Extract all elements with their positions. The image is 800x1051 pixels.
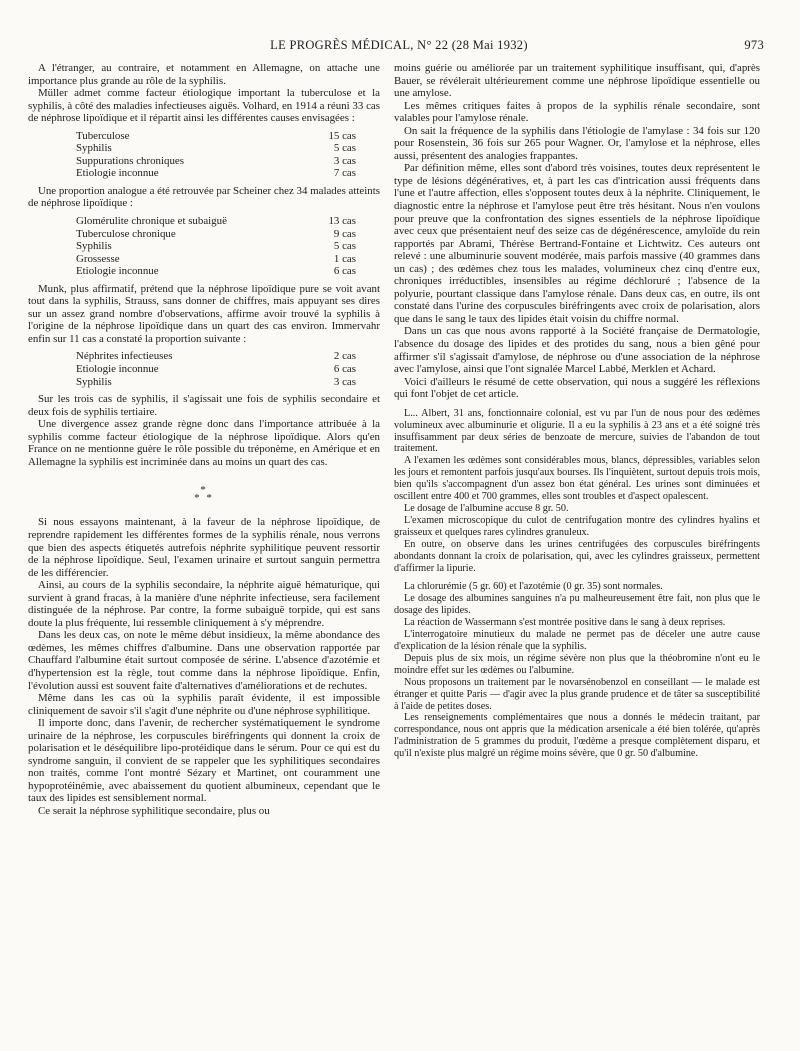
paragraph: Il importe donc, dans l'avenir, de rechercher systématiquement le syndrome urinaire de la néphrose, les corpuscules biréfringents qui donnent la croix de polarisation et le déséquilibre lipo-protéidique dans le sérum. Pour ce qui est du syndrome sanguin, il convient de se rappeler que les syphilitiques secondaires non traités, comme l'ont montré Sézary et Martinet, ont couramment une hypoprotéinémie, avec abaissement du quotient albumineux, cependant que le taux des lipides est sensiblement normal. xyxy=(28,717,380,805)
observation-paragraph: Les renseignements complémentaires que nous a donnés le médecin traitant, par correspondance, nous ont appris que la médication arsenicale a été bien tolérée, qu'après l'administration de 5 grammes du produit, l'œdème a presque complètement disparu, et qu'il n'existe plus malgré un régime moins sévère, que 0 gr. 50 d'albumine. xyxy=(394,712,760,760)
paragraph: Une divergence assez grande règne donc dans l'importance attribuée à la syphilis comme facteur étiologique de la néphrose lipoïdique. Alors qu'en France on ne mentionne guère le rôle possible du tréponème, en Amérique et en Allemagne la syphilis est incriminée dans au moins un quart des cas. xyxy=(28,418,380,468)
paragraph: Par définition même, elles sont d'abord très voisines, toutes deux représentent le type de lésions dégénératives, et, à part les cas d'intrication aussi fréquents dans l'une et l'autre affection, elles s'opposent toutes deux à la néphrite. Cliniquement, le diagnostic entre la néphrose et l'amylose peut être très hésitant. Nous n'en voulons pour preuve que la confrontation des signes essentiels de la néphrose lipoïdique avec ceux que présentaient neuf des seize cas de dégénérescence, amyloïde du rein rapportés par Abrami, Thérèse Bertrand-Fontaine et Lichtwitz. Ces auteurs ont relevé : une albuminurie souvent modérée, mais parfois massive (40 grammes dans un cas) ; des œdèmes chez tous les malades, volumineux chez cinq d'entre eux, chroniques irréductibles, insensibles au régime déchloruré ; l'absence de la polyurie, pourtant classique dans l'amylose rénale. Dans deux cas, en outre, ils ont constaté dans l'urine des corpuscules biréfringents avec croix de polarisation, alors que dans le sang le taux des lipides était voisin du chiffre normal. xyxy=(394,162,760,325)
table-value: 3 cas xyxy=(333,375,356,388)
table-row xyxy=(76,155,356,168)
paragraph: Même dans les cas où la syphilis paraît évidente, il est impossible cliniquement de savoir s'il s'agit d'une néphrite ou d'une néphrose syphilitique. xyxy=(28,692,380,717)
right-column xyxy=(394,62,760,760)
paragraph: Ce serait la néphrose syphilitique secondaire, plus ou xyxy=(38,804,270,817)
table-value: 9 cas xyxy=(333,227,356,240)
table-label: Grossesse xyxy=(76,252,120,265)
table-label: Syphilis xyxy=(76,240,112,253)
table-row xyxy=(76,167,356,180)
table-value: 3 cas xyxy=(333,154,356,167)
observation-paragraph: L... Albert, 31 ans, fonctionnaire colonial, est vu par l'un de nous pour des œdèmes volumineux avec albuminurie et oligurie. Il a eu la syphilis à 23 ans et a été soigné très insuffisamment par deux séries de benzoate de mercure, suivies de l'abandon de tout traitement. xyxy=(394,407,760,455)
table-value: 5 cas xyxy=(333,240,356,253)
table-label: Etiologie inconnue xyxy=(76,265,159,278)
observation-paragraph: La réaction de Wassermann s'est montrée positive dans le sang à deux reprises. xyxy=(404,617,726,629)
section-separator: * * * xyxy=(194,484,214,505)
paragraph: Les mêmes critiques faites à propos de la syphilis rénale secondaire, sont valables pour l'amylose rénale. xyxy=(394,99,760,125)
observation-paragraph: L'examen microscopique du culot de centrifugation montre des cylindres hyalins et graisseux et quelques rares cylindres granuleux. xyxy=(394,514,760,538)
table-label: Syphilis xyxy=(76,375,112,388)
cause-table-scheiner xyxy=(76,215,356,278)
paragraph: Une proportion analogue a été retrouvée par Scheiner chez 34 malades atteints de néphrose lipoïdique : xyxy=(28,184,381,210)
observation-paragraph: A l'examen les œdèmes sont considérables mous, blancs, dépressibles, variables selon les jours et remontent parfois jusqu'aux bourses. Ils l'inquiètent, surtout depuis trois mois, bien qu'ils s'accompagnent d'un assez bon état général. Les urines sont diminuées et oscillent entre 400 et 700 grammes, elles sont troubles et d'aspect opalescent. xyxy=(394,455,760,503)
paragraph: On sait la fréquence de la syphilis dans l'étiologie de l'amylase : 34 fois sur 120 pour Rosenstein, 36 fois sur 265 pour Wagner. Or, l'amylose et la néphrose, elles aussi, présentent des analogies frappantes. xyxy=(394,124,760,162)
table-value: 13 cas xyxy=(328,215,356,228)
observation-paragraph: Depuis plus de six mois, un régime sévère non plus que la théobromine n'ont eu le moindre effet sur les œdèmes ou l'albumine. xyxy=(394,652,760,676)
table-row xyxy=(76,215,356,228)
paragraph: Munk, plus affirmatif, prétend que la néphrose lipoïdique pure se voit avant tout dans la syphilis, Strauss, sans donner de chiffres, mais appuyant ses dires sur un assez grand nombre d'observations, affirme avoir trouvé la syphilis à l'origine de la néphrose lipoïdique dans un quart des cas environ. Immervahr enfin sur 11 cas a constaté la proportion suivante : xyxy=(28,282,380,345)
paragraph: Sur les trois cas de syphilis, il s'agissait une fois de syphilis secondaire et deux fois de syphilis tertiaire. xyxy=(28,393,380,418)
observation-paragraph: Le dosage des albumines sanguines n'a pu malheureusement être fait, non plus que le dosage des lipides. xyxy=(394,593,760,617)
paragraph: Ainsi, au cours de la syphilis secondaire, la néphrite aiguë hématurique, qui survient à grand fracas, à la manière d'une néphrite infectieuse, sera facilement distinguée de la néphrose. Par contre, la forme subaiguë torpide, qui est sans doute la plus fréquente, lui ressemble cliniquement à s'y méprendre. xyxy=(28,579,380,629)
table-label: Tuberculose chronique xyxy=(76,227,176,240)
observation-paragraph: En outre, on observe dans les urines centrifugées des corpuscules biréfringents abondants donnant la croix de polarisation, qui, avec les cylindres graisseux, permettent d'affirmer la lipurie. xyxy=(394,538,760,574)
paragraph: Si nous essayons maintenant, à la faveur de la néphrose lipoïdique, de reprendre rapidement les différentes formes de la syphilis rénale, nous verrons que bien des aspects étiquetés autrefois néphrite syphilitique peuvent ressortir de la néphrose lipoïdique. Seul, l'examen urinaire et surtout sanguin permettra de les différencier. xyxy=(28,516,380,579)
paragraph: A l'étranger, au contraire, et notamment en Allemagne, on attache une importance plus grande au rôle de la syphilis. xyxy=(28,62,380,87)
paragraph: Dans les deux cas, on note le même début insidieux, la même abondance des œdèmes, les mêmes chiffres d'albumine. Dans une observation rapportée par Chauffard l'albumine était surtout composée de sérine. L'absence d'azotémie et d'hypertension est la règle, tout comme dans la néphrose lipoïdique. Enfin, l'évolution aussi est souvent faite d'alternatives d'améliorations et de rechutes. xyxy=(28,629,380,692)
observation-paragraph: L'interrogatoire minutieux du malade ne permet pas de déceler une autre cause d'explication de la lésion rénale que la syphilis. xyxy=(394,629,760,652)
paragraph: moins guérie ou améliorée par un traitement syphilitique insuffisant, qui, d'après Bauer, se révélerait ultérieurement comme une néphrose lipoïdique essentielle ou une amylose. xyxy=(394,62,760,100)
table-value: 5 cas xyxy=(333,142,356,155)
table-label: Néphrites infectieuses xyxy=(76,350,173,363)
cause-table-volhard xyxy=(76,130,356,180)
table-row xyxy=(76,228,356,241)
paragraph: Voici d'ailleurs le résumé de cette observation, qui nous a suggéré les réflexions qui font l'objet de cet article. xyxy=(394,375,760,401)
table-label: Glomérulite chronique et subaiguë xyxy=(76,215,227,228)
table-label: Etiologie inconnue xyxy=(76,363,159,376)
paragraph: Dans un cas que nous avons rapporté à la Société française de Dermatologie, l'absence du dosage des lipides et des protides du sang, nous a bien gêné pour affirmer s'il s'agissait d'amylose, de néphrose ou d'une association de la néphrose avec l'amylose, ainsi que l'ont signalée Marcel Labbé, Merklen et Achard. xyxy=(394,325,760,376)
table-row xyxy=(76,376,356,389)
running-header xyxy=(34,20,764,52)
table-label: Syphilis xyxy=(76,142,112,155)
left-column xyxy=(28,62,380,818)
table-row xyxy=(76,130,356,143)
table-value: 6 cas xyxy=(333,265,356,278)
table-row xyxy=(76,253,356,266)
table-value: 7 cas xyxy=(333,167,356,180)
page-number: 973 xyxy=(744,38,764,52)
table-value: 1 cas xyxy=(333,252,356,265)
observation-paragraph: La chlorurémie (5 gr. 60) et l'azotémie (0 gr. 35) sont normales. xyxy=(404,581,663,593)
table-label: Etiologie inconnue xyxy=(76,167,159,180)
table-value: 2 cas xyxy=(333,350,356,363)
header-title: LE PROGRÈS MÉDICAL, N° 22 (28 Mai 1932) xyxy=(270,38,528,52)
paragraph: Müller admet comme facteur étiologique important la tuberculose et la syphilis, à côté des maladies infectieuses aiguës. Volhard, en 1914 a réuni 33 cas de néphrose lipoïdique et il répartit ainsi les différentes causes envisagées : xyxy=(28,87,380,125)
table-label: Tuberculose xyxy=(76,129,130,142)
cause-table-immervahr xyxy=(76,350,356,388)
table-value: 15 cas xyxy=(328,129,356,142)
table-value: 6 cas xyxy=(333,363,356,376)
table-row xyxy=(76,363,356,376)
table-row xyxy=(76,350,356,363)
table-row xyxy=(76,265,356,278)
table-row xyxy=(76,240,356,253)
table-row xyxy=(76,142,356,155)
observation-paragraph: Le dosage de l'albumine accuse 8 gr. 50. xyxy=(404,503,569,515)
table-label: Suppurations chroniques xyxy=(76,154,184,167)
observation-paragraph: Nous proposons un traitement par le novarsénobenzol en conseillant — le malade est étranger et quitte Paris — d'agir avec la plus grande prudence et de tâter sa susceptibilité à l'aide de petites doses. xyxy=(394,676,760,712)
